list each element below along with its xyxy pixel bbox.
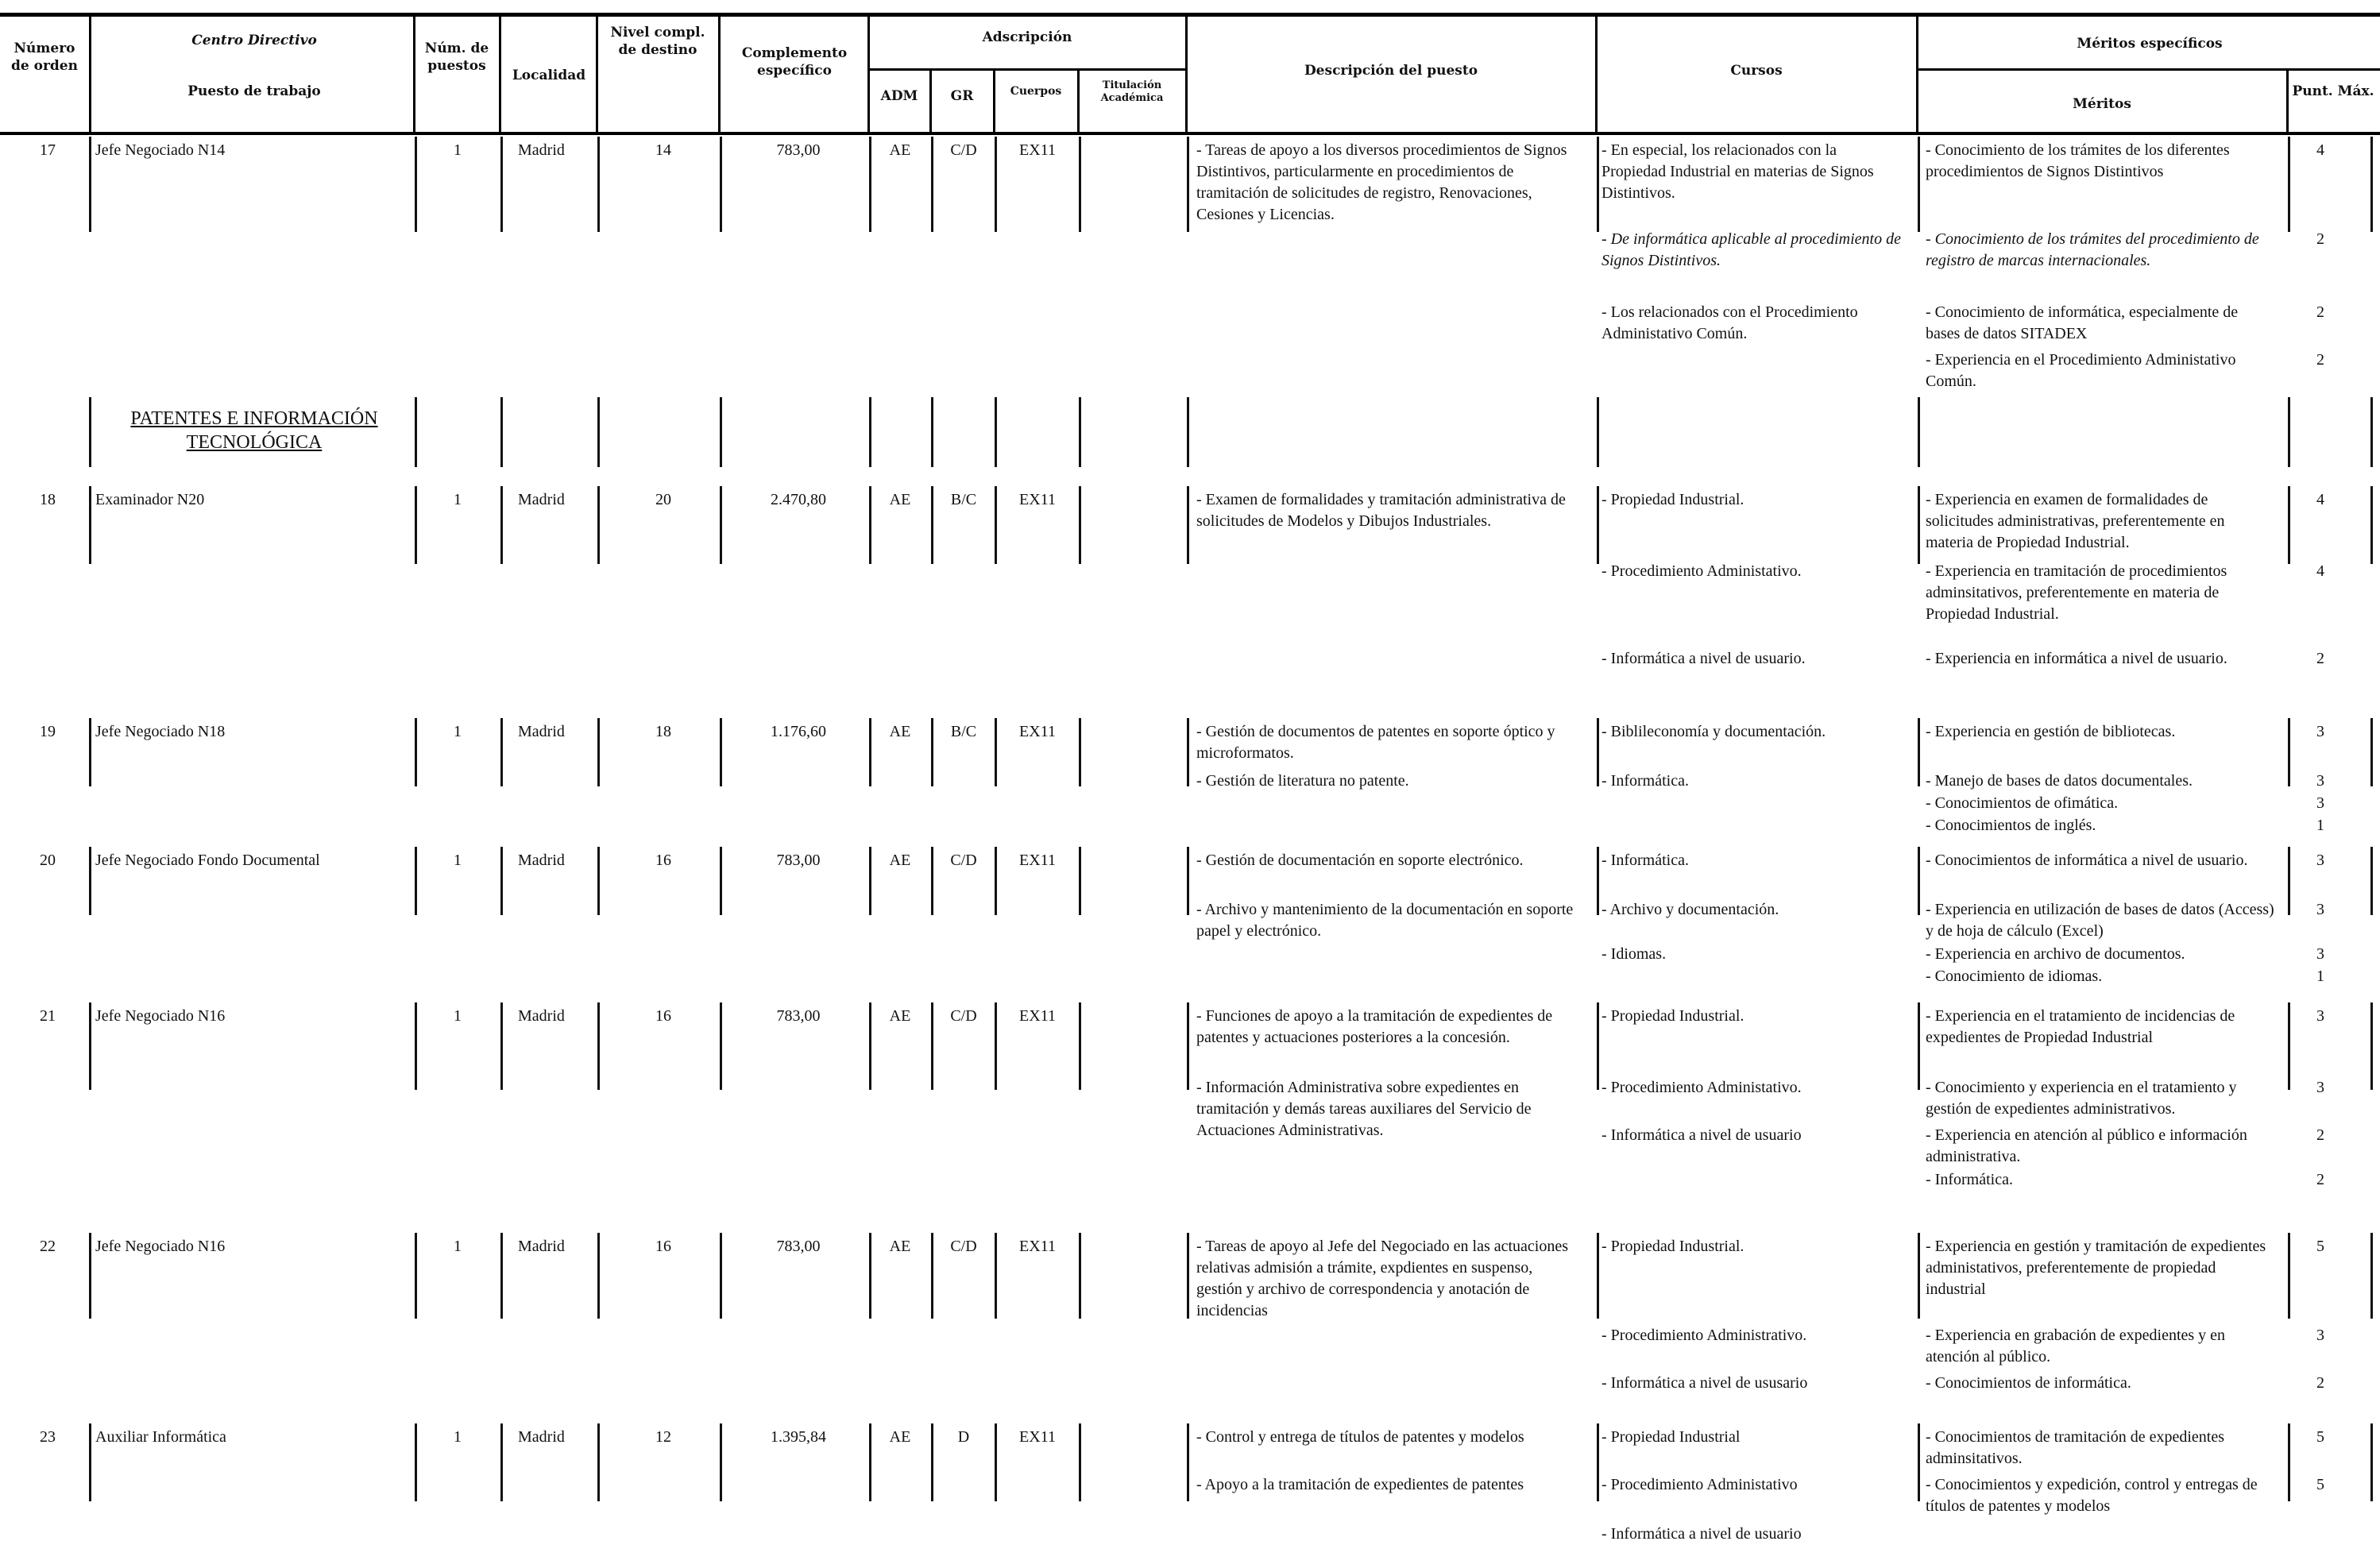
cell-cursos-item: - Idiomas. [1601, 945, 1667, 963]
cell-separator [597, 718, 600, 786]
header-cursos: Cursos [1730, 63, 1783, 79]
cell-meritos-item: - Conocimiento de idiomas. [1926, 968, 2103, 985]
cell-puesto: Auxiliar Informática [95, 1428, 226, 1446]
cell-adm: AE [889, 723, 911, 740]
cell-meritos-item: - Experiencia en archivo de documentos. [1926, 945, 2185, 963]
cell-puntos-item: 4 [2316, 491, 2324, 508]
cell-separator [720, 1233, 722, 1319]
cell-complemento: 783,00 [776, 1007, 821, 1025]
cell-cursos-item: - Procedimiento Administativo. [1601, 562, 1802, 580]
cell-puntos-item: 4 [2316, 141, 2324, 159]
cell-cuerpos: EX11 [1019, 141, 1056, 159]
cell-separator [2370, 486, 2373, 564]
cell-separator [720, 847, 722, 915]
cell-cursos-item: - Informática. [1601, 772, 1689, 790]
cell-cursos-item: - Informática a nivel de ususario [1601, 1374, 1808, 1392]
cell-separator [597, 1002, 600, 1090]
cell-complemento: 783,00 [776, 141, 821, 159]
cell-puntos-item: 3 [2316, 945, 2324, 963]
cell-complemento: 1.395,84 [771, 1428, 826, 1446]
header-centro-directivo: Centro Directivo [191, 33, 317, 48]
cell-meritos-item: - Experiencia en gestión y tramitación de expedientes administativos, preferentemente de propiedad industrial [1926, 1238, 2266, 1298]
cell-puesto: Jefe Negociado Fondo Documental [95, 852, 320, 869]
cell-gr: B/C [950, 491, 977, 508]
header-localidad: Localidad [512, 68, 586, 83]
cell-adm: AE [889, 1238, 911, 1255]
cell-separator [995, 137, 997, 232]
cell-separator [931, 847, 933, 915]
cell-separator [1187, 397, 1189, 467]
cell-meritos-item: - Experiencia en el Procedimiento Administativo Común. [1926, 351, 2236, 390]
cell-localidad: Madrid [518, 491, 565, 508]
cell-localidad: Madrid [518, 141, 565, 159]
cell-num: 22 [40, 1238, 56, 1255]
cell-separator [720, 1002, 722, 1090]
cell-separator [869, 1233, 871, 1319]
cell-gr: C/D [950, 1238, 977, 1255]
cell-separator [415, 1423, 417, 1501]
cell-separator [1918, 1002, 1920, 1090]
cell-separator [1918, 486, 1920, 564]
cell-puesto: Jefe Negociado N16 [95, 1238, 226, 1255]
cell-separator [500, 1002, 503, 1090]
cell-meritos-item: - Experiencia en utilización de bases de datos (Access) y de hoja de cálculo (Excel) [1926, 901, 2274, 940]
cell-separator [89, 1423, 91, 1501]
cell-separator [597, 397, 600, 467]
cell-desc-item: - Examen de formalidades y tramitación administrativa de solicitudes de Modelos y Dibujos Industriales. [1196, 491, 1566, 530]
header-col-divider [596, 16, 598, 133]
cell-separator [2370, 1002, 2373, 1090]
cell-separator [1187, 486, 1189, 564]
cell-meritos-item: - Conocimiento y experiencia en el tratamiento y gestión de expedientes administrativos. [1926, 1079, 2237, 1118]
cell-separator [995, 486, 997, 564]
cell-puntos-item: 2 [2316, 303, 2324, 321]
cell-adm: AE [889, 852, 911, 869]
cell-nivel: 16 [655, 1007, 671, 1025]
cell-puntos-item: 3 [2316, 1327, 2324, 1344]
cell-cursos-item: - Propiedad Industrial. [1601, 1238, 1744, 1255]
cell-separator [869, 1423, 871, 1501]
cell-separator [500, 1233, 503, 1319]
cell-cursos-item: - Archivo y documentación. [1601, 901, 1779, 918]
cell-num: 19 [40, 723, 56, 740]
cell-gr: D [957, 1428, 970, 1446]
cell-gr: B/C [950, 723, 977, 740]
cell-meritos-item: - Conocimientos y expedición, control y entregas de títulos de patentes y modelos [1926, 1476, 2258, 1515]
cell-separator [1187, 1233, 1189, 1319]
cell-npuestos: 1 [454, 141, 462, 159]
cell-cursos-item: - Propiedad Industrial. [1601, 491, 1744, 508]
cell-separator [869, 486, 871, 564]
cell-meritos-item: - Informática. [1926, 1171, 2013, 1188]
cell-separator [415, 137, 417, 232]
header-num-puestos: Núm. de puestos [424, 41, 489, 74]
cell-cursos-item: - De informática aplicable al procedimiento de Signos Distintivos. [1601, 230, 1901, 269]
cell-gr: C/D [950, 852, 977, 869]
cell-num: 17 [40, 141, 56, 159]
cell-cuerpos: EX11 [1019, 491, 1056, 508]
cell-separator [1597, 397, 1599, 467]
cell-separator [2370, 847, 2373, 915]
cell-cursos-item: - Procedimiento Administativo [1601, 1476, 1798, 1493]
header-descripcion: Descripción del puesto [1304, 63, 1478, 79]
header-top-rule [0, 13, 2380, 17]
cell-separator [2370, 1423, 2373, 1501]
cell-puntos-item: 3 [2316, 901, 2324, 918]
cell-separator [597, 486, 600, 564]
cell-separator [931, 486, 933, 564]
cell-separator [1079, 847, 1081, 915]
cell-adm: AE [889, 1428, 911, 1446]
cell-nivel: 16 [655, 1238, 671, 1255]
cell-puntos-item: 5 [2316, 1238, 2324, 1255]
cell-puntos-item: 5 [2316, 1476, 2324, 1493]
header-adm: ADM [880, 88, 918, 104]
cell-gr: C/D [950, 1007, 977, 1025]
cell-cursos-item: - En especial, los relacionados con la Propiedad Industrial en materias de Signos Distintivos. [1601, 141, 1874, 202]
cell-separator [1079, 718, 1081, 786]
header-bottom-rule [0, 132, 2380, 135]
cell-meritos-item: - Conocimiento de informática, especialmente de bases de datos SITADEX [1926, 303, 2239, 342]
header-punt-max: Punt. Máx. [2292, 83, 2374, 99]
cell-desc-item: - Información Administrativa sobre expedientes en tramitación y demás tareas auxiliares del Servicio de Actuaciones Administrativas. [1196, 1079, 1532, 1139]
cell-cursos-item: - Informática a nivel de usuario [1601, 1126, 1802, 1144]
cell-meritos-item: - Experiencia en el tratamiento de incidencias de expedientes de Propiedad Industrial [1926, 1007, 2235, 1046]
cell-separator [869, 1002, 871, 1090]
header-col-divider [1916, 16, 1918, 133]
header-col-divider [993, 70, 995, 133]
cell-puntos-item: 3 [2316, 1007, 2324, 1025]
cell-cuerpos: EX11 [1019, 1428, 1056, 1446]
cell-npuestos: 1 [454, 1428, 462, 1446]
cell-separator [2370, 718, 2373, 786]
cell-npuestos: 1 [454, 1238, 462, 1255]
cell-separator [2370, 1233, 2373, 1319]
cell-separator [415, 847, 417, 915]
cell-puntos-item: 3 [2316, 1079, 2324, 1096]
cell-separator [720, 1423, 722, 1501]
cell-localidad: Madrid [518, 852, 565, 869]
cell-separator [1597, 486, 1599, 564]
header-col-divider [1595, 16, 1598, 133]
cell-adm: AE [889, 141, 911, 159]
cell-meritos-item: - Conocimientos de tramitación de expedientes adminsitativos. [1926, 1428, 2224, 1467]
cell-localidad: Madrid [518, 723, 565, 740]
cell-cursos-item: - Propiedad Industrial [1601, 1428, 1741, 1446]
cell-separator [1918, 847, 1920, 915]
cell-gr: C/D [950, 141, 977, 159]
cell-desc-item: - Tareas de apoyo a los diversos procedimientos de Signos Distintivos, particularmente en procedimientos de tramitación de solicitudes de registro, Renovaciones, Cesiones y Licencias. [1196, 141, 1567, 223]
cell-nivel: 18 [655, 723, 671, 740]
cell-puntos-item: 3 [2316, 794, 2324, 812]
cell-separator [869, 137, 871, 232]
cell-nivel: 16 [655, 852, 671, 869]
cell-separator [500, 137, 503, 232]
cell-separator [500, 397, 503, 467]
cell-cuerpos: EX11 [1019, 723, 1056, 740]
cell-separator [720, 137, 722, 232]
cell-meritos-item: - Manejo de bases de datos documentales. [1926, 772, 2193, 790]
header-puesto-trabajo: Puesto de trabajo [187, 83, 321, 99]
cell-separator [931, 1002, 933, 1090]
cell-nivel: 14 [655, 141, 671, 159]
cell-puntos-item: 4 [2316, 562, 2324, 580]
cell-desc-item: - Control y entrega de títulos de patentes y modelos [1196, 1428, 1524, 1446]
cell-desc-item: - Apoyo a la tramitación de expedientes de patentes [1196, 1476, 1524, 1493]
cell-adm: AE [889, 491, 911, 508]
cell-cursos-item: - Informática a nivel de usuario. [1601, 650, 1806, 667]
cell-cuerpos: EX11 [1019, 1007, 1056, 1025]
cell-separator [1918, 137, 1920, 232]
cell-npuestos: 1 [454, 723, 462, 740]
cell-meritos-item: - Experiencia en tramitación de procedimientos adminsitativos, preferentemente en materia de Propiedad Industrial. [1926, 562, 2227, 623]
header-adscripcion-rule [867, 68, 1185, 71]
cell-separator [1187, 1002, 1189, 1090]
cell-localidad: Madrid [518, 1238, 565, 1255]
cell-meritos-item: - Experiencia en informática a nivel de usuario. [1926, 650, 2227, 667]
cell-separator [1079, 1423, 1081, 1501]
header-col-divider [718, 16, 721, 133]
cell-puntos-item: 2 [2316, 1171, 2324, 1188]
cell-localidad: Madrid [518, 1428, 565, 1446]
cell-separator [1597, 1233, 1599, 1319]
cell-localidad: Madrid [518, 1007, 565, 1025]
cell-separator [1918, 1233, 1920, 1319]
cell-puntos-item: 3 [2316, 772, 2324, 790]
cell-complemento: 783,00 [776, 852, 821, 869]
cell-meritos-item: - Conocimientos de inglés. [1926, 817, 2096, 834]
cell-meritos-item: - Conocimientos de informática. [1926, 1374, 2131, 1392]
header-complemento: Complemento específico [741, 45, 848, 79]
cell-separator [89, 718, 91, 786]
cell-complemento: 1.176,60 [771, 723, 826, 740]
header-gr: GR [950, 88, 974, 104]
header-cuerpos: Cuerpos [1010, 85, 1062, 98]
header-col-divider [413, 16, 415, 133]
cell-meritos-item: - Conocimientos de ofimática. [1926, 794, 2119, 812]
cell-puntos-item: 2 [2316, 230, 2324, 248]
cell-separator [415, 397, 417, 467]
cell-separator [500, 847, 503, 915]
cell-meritos-item: - Experiencia en atención al público e información administrativa. [1926, 1126, 2247, 1165]
cell-separator [1918, 718, 1920, 786]
cell-puesto: Examinador N20 [95, 491, 205, 508]
cell-meritos-item: - Conocimiento de los trámites del procedimiento de registro de marcas internacionales. [1926, 230, 2259, 269]
header-meritos: Méritos [2073, 96, 2131, 112]
cell-separator [597, 137, 600, 232]
cell-cursos-item: - Propiedad Industrial. [1601, 1007, 1744, 1025]
cell-cuerpos: EX11 [1019, 852, 1056, 869]
cell-npuestos: 1 [454, 1007, 462, 1025]
cell-cursos-item: - Los relacionados con el Procedimiento Administativo Común. [1601, 303, 1858, 342]
cell-separator [89, 1002, 91, 1090]
cell-separator [931, 397, 933, 467]
cell-separator [1079, 397, 1081, 467]
cell-separator [1079, 137, 1081, 232]
cell-puesto: Jefe Negociado N18 [95, 723, 226, 740]
header-meritos-rule [1916, 68, 2380, 71]
cell-separator [415, 1233, 417, 1319]
cell-separator [415, 1002, 417, 1090]
cell-separator [931, 1233, 933, 1319]
cell-separator [1597, 847, 1599, 915]
cell-num: 23 [40, 1428, 56, 1446]
cell-separator [720, 397, 722, 467]
cell-separator [1597, 1423, 1599, 1501]
cell-complemento: 783,00 [776, 1238, 821, 1255]
cell-puntos-item: 2 [2316, 650, 2324, 667]
cell-meritos-item: - Experiencia en gestión de bibliotecas. [1926, 723, 2176, 740]
cell-separator [1597, 718, 1599, 786]
cell-separator [869, 718, 871, 786]
header-col-divider [1185, 16, 1188, 133]
header-col-divider [2286, 70, 2289, 133]
cell-puntos-item: 1 [2316, 968, 2324, 985]
cell-num: 21 [40, 1007, 56, 1025]
cell-separator [1597, 1002, 1599, 1090]
cell-cursos-item: - Biblileconomía y documentación. [1601, 723, 1826, 740]
header-num-orden: Número de orden [11, 41, 78, 74]
cell-meritos-item: - Experiencia en examen de formalidades de solicitudes administrativas, preferentemente en materia de Propiedad Industrial. [1926, 491, 2225, 551]
cell-separator [869, 397, 871, 467]
cell-cuerpos: EX11 [1019, 1238, 1056, 1255]
cell-puesto: Jefe Negociado N14 [95, 141, 226, 159]
cell-separator [995, 397, 997, 467]
cell-puntos-item: 5 [2316, 1428, 2324, 1446]
cell-puntos-item: 3 [2316, 723, 2324, 740]
cell-separator [931, 1423, 933, 1501]
header-titulacion: Titulación Académica [1100, 79, 1164, 104]
cell-npuestos: 1 [454, 852, 462, 869]
cell-separator [597, 847, 600, 915]
cell-separator [1079, 486, 1081, 564]
cell-cursos-item: - Procedimiento Administrativo. [1601, 1327, 1807, 1344]
cell-separator [415, 718, 417, 786]
cell-separator [2370, 397, 2373, 467]
cell-separator [1187, 137, 1189, 232]
cell-meritos-item: - Experiencia en grabación de expedientes y en atención al público. [1926, 1327, 2226, 1365]
cell-num: 18 [40, 491, 56, 508]
cell-desc-item: - Gestión de literatura no patente. [1196, 772, 1409, 790]
cell-separator [720, 718, 722, 786]
cell-separator [995, 718, 997, 786]
cell-separator [995, 1423, 997, 1501]
cell-num: 20 [40, 852, 56, 869]
cell-cursos-item: - Informática. [1601, 852, 1689, 869]
cell-separator [1187, 1423, 1189, 1501]
cell-separator [931, 718, 933, 786]
cell-separator [931, 137, 933, 232]
cell-separator [89, 1233, 91, 1319]
cell-puntos-item: 3 [2316, 852, 2324, 869]
cell-separator [995, 1233, 997, 1319]
cell-desc-item: - Funciones de apoyo a la tramitación de expedientes de patentes y actuaciones posteriores a la concesión. [1196, 1007, 1553, 1046]
cell-puntos-item: 2 [2316, 1126, 2324, 1144]
cell-separator [2288, 397, 2290, 467]
cell-separator [1597, 137, 1599, 232]
section-title: PATENTES E INFORMACIÓN TECNOLÓGICA [130, 408, 378, 453]
cell-cursos-item: - Procedimiento Administativo. [1601, 1079, 1802, 1096]
cell-separator [995, 847, 997, 915]
cell-separator [995, 1002, 997, 1090]
cell-puntos-item: 1 [2316, 817, 2324, 834]
cell-puesto: Jefe Negociado N16 [95, 1007, 226, 1025]
cell-separator [720, 486, 722, 564]
cell-desc-item: - Tareas de apoyo al Jefe del Negociado en las actuaciones relativas admisión a trámite, expdientes en suspenso, gestión y archivo de correspondencia y anotación de incidencias [1196, 1238, 1569, 1319]
header-col-divider [1077, 70, 1080, 133]
header-adscripcion: Adscripción [982, 29, 1072, 45]
cell-separator [415, 486, 417, 564]
cell-nivel: 12 [655, 1428, 671, 1446]
cell-separator [869, 847, 871, 915]
cell-separator [2370, 137, 2373, 232]
header-col-divider [867, 16, 870, 133]
cell-separator [597, 1423, 600, 1501]
cell-complemento: 2.470,80 [771, 491, 826, 508]
header-meritos-especificos: Méritos específicos [2077, 36, 2223, 52]
cell-separator [1187, 718, 1189, 786]
cell-puntos-item: 2 [2316, 351, 2324, 369]
cell-desc-item: - Archivo y mantenimiento de la documentación en soporte papel y electrónico. [1196, 901, 1574, 940]
cell-separator [1187, 847, 1189, 915]
cell-separator [89, 486, 91, 564]
cell-separator [1079, 1002, 1081, 1090]
cell-separator [89, 137, 91, 232]
cell-separator [1079, 1233, 1081, 1319]
header-col-divider [499, 16, 501, 133]
cell-separator [89, 397, 91, 467]
cell-desc-item: - Gestión de documentación en soporte electrónico. [1196, 852, 1524, 869]
cell-separator [597, 1233, 600, 1319]
cell-separator [1918, 397, 1920, 467]
cell-meritos-item: - Conocimiento de los trámites de los diferentes procedimientos de Signos Distintivos [1926, 141, 2230, 180]
cell-separator [500, 486, 503, 564]
header-nivel: Nivel compl. de destino [610, 25, 705, 58]
cell-separator [500, 1423, 503, 1501]
cell-separator [500, 718, 503, 786]
cell-separator [89, 847, 91, 915]
cell-cursos-item: - Informática a nivel de usuario [1601, 1525, 1802, 1543]
header-col-divider [89, 16, 91, 133]
cell-nivel: 20 [655, 491, 671, 508]
cell-meritos-item: - Conocimientos de informática a nivel de usuario. [1926, 852, 2248, 869]
cell-npuestos: 1 [454, 491, 462, 508]
cell-puntos-item: 2 [2316, 1374, 2324, 1392]
cell-separator [1918, 1423, 1920, 1501]
cell-desc-item: - Gestión de documentos de patentes en soporte óptico y microformatos. [1196, 723, 1555, 762]
cell-adm: AE [889, 1007, 911, 1025]
